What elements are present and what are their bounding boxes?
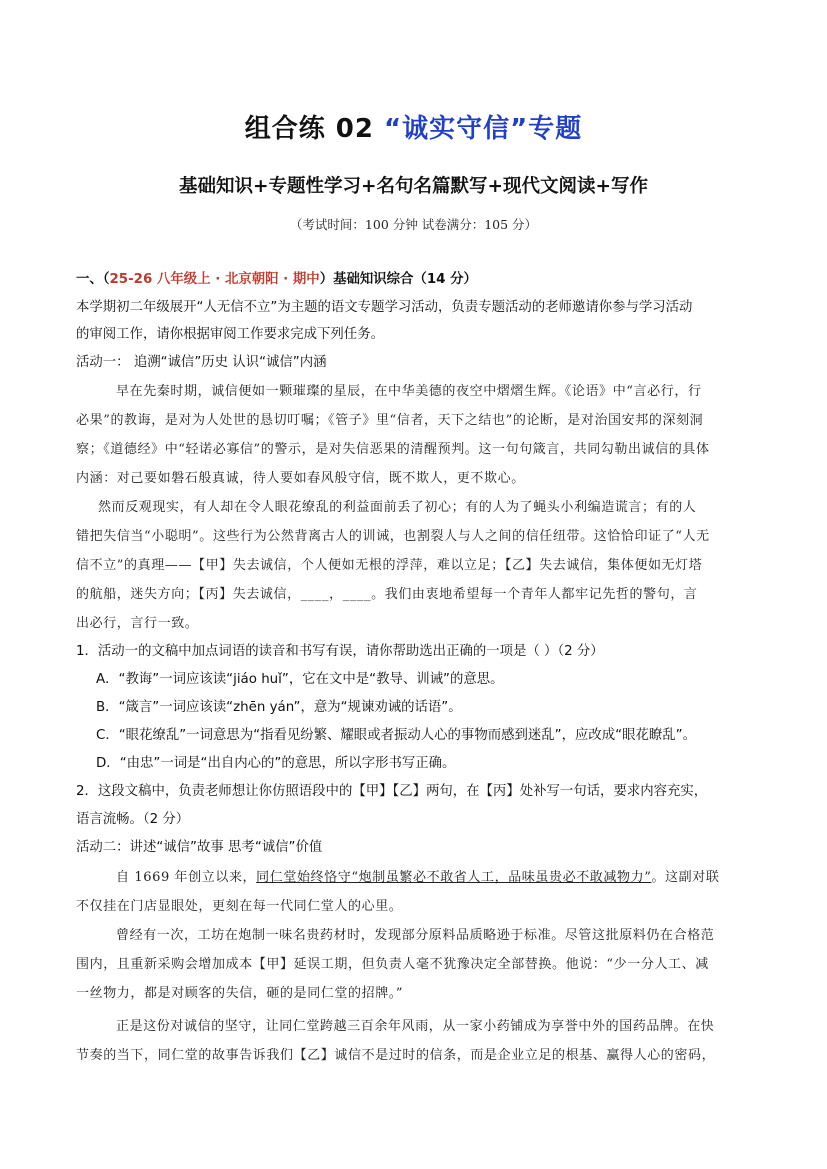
passage-line bbox=[76, 583, 756, 602]
passage-line: 信不立”的真理——【甲】失去诚信，个人便如无根的浮萍，难以立足；【乙】失去诚信，集体便如无灯塔 bbox=[76, 558, 703, 573]
option-b[interactable]: B．“箴言”一词应该读“zhēn yán”，意为“规谏劝诫的话语”。 bbox=[96, 700, 462, 715]
option-d[interactable]: D．“由忠”一词是“出自内心的”的意思，所以字形书写正确。 bbox=[96, 756, 456, 771]
page-subtitle: 基础知识+专题性学习+名句名篇默写+现代文阅读+写作 bbox=[178, 176, 648, 197]
section-suffix: ）基础知识综合（14 分） bbox=[319, 272, 477, 287]
exam-info: （考试时间：100 分钟 试卷满分：105 分） bbox=[289, 217, 538, 232]
underlined-couplet: 同仁堂始终恪守“炮制虽繁必不敢省人工，品味虽贵必不敢减物力” bbox=[256, 870, 652, 885]
option-a[interactable]: A．“教诲”一词应该读“jiáo huǐ”，它在文中是“教导、训诫”的意思。 bbox=[96, 672, 504, 687]
passage-line: 节奏的当下，同仁堂的故事告诉我们【乙】诚信不是过时的信条，而是企业立足的根基、赢得人心的密码， bbox=[76, 1048, 716, 1063]
passage-line: 正是这份对诚信的坚守，让同仁堂跨越三百余年风雨，从一家小药铺成为享誉中外的国药品牌。在快 bbox=[116, 1019, 715, 1034]
passage-text: ， bbox=[329, 587, 343, 602]
passage-text: 。这副对联 bbox=[651, 870, 720, 885]
fill-blank[interactable]: ____ bbox=[342, 587, 372, 602]
title-highlight: “诚实守信”专题 bbox=[384, 114, 583, 144]
passage-line: 错把失信当“小聪明”。这些行为公然背离古人的训诫，也割裂人与人之间的信任纽带。这恰恰印证了“人无 bbox=[76, 529, 710, 544]
passage-line: 内涵：对己要如磐石般真诚，待人要如春风般守信，既不欺人，更不欺心。 bbox=[76, 471, 525, 486]
section-prefix: 一、（ bbox=[76, 272, 110, 287]
activity1-title: 活动一： 追溯“诚信”历史 认识“诚信”内涵 bbox=[76, 355, 327, 370]
option-c[interactable]: C．“眼花缭乱”一词意思为“指看见纷繁、耀眼或者振动人心的事物而感到迷乱”，应改成“眼花瞭乱”。 bbox=[96, 728, 696, 743]
passage-line: 必果”的教诲，是对为人处世的恳切叮嘱；《管子》里“信者，天下之结也”的论断，是对治国安邦的深刻洞 bbox=[76, 413, 704, 428]
passage-text: 的航船，迷失方向；【丙】失去诚信， bbox=[76, 587, 301, 602]
question-2: 2．这段文稿中，负责老师想让你仿照语段中的【甲】【乙】两句，在【丙】处补写一句话，要求内容充实， bbox=[76, 784, 708, 799]
passage-line: 一丝物力，都是对顾客的失信，砸的是同仁堂的招牌。” bbox=[76, 986, 404, 1001]
passage-line: 不仅挂在门店显眼处，更刻在每一代同仁堂人的心里。 bbox=[76, 899, 403, 914]
passage-line: 出必行，言行一致。 bbox=[76, 616, 199, 631]
fill-blank[interactable]: ____ bbox=[300, 587, 330, 602]
page-title bbox=[0, 108, 827, 145]
section-source: 25-26 八年级上 · 北京朝阳 · 期中 bbox=[109, 272, 320, 287]
passage-line: 围内，且重新采购会增加成本【甲】延误工期，但负责人毫不犹豫决定全部替换。他说：“少一分人工、减 bbox=[76, 957, 709, 972]
passage-line: 早在先秦时期，诚信便如一颗璀璨的星辰，在中华美德的夜空中熠熠生辉。《论语》中“言必行，行 bbox=[116, 384, 702, 399]
title-prefix: 组合练 02 bbox=[244, 114, 385, 144]
question-2-cont: 语言流畅。（2 分） bbox=[76, 812, 190, 827]
intro-line: 本学期初二年级展开“人无信不立”为主题的语文专题学习活动，负责专题活动的老师邀请你参与学习活动 bbox=[76, 300, 693, 315]
intro-line: 的审阅工作，请你根据审阅工作要求完成下列任务。 bbox=[76, 327, 384, 342]
passage-text: 。我们由衷地希望每一个青年人都牢记先哲的警句，言 bbox=[371, 587, 698, 602]
passage-line: 察；《道德经》中“轻诺必寡信”的警示，是对失信恶果的清醒预判。这一句句箴言，共同勾勒出诚信的具体 bbox=[76, 442, 710, 457]
section-heading bbox=[76, 268, 756, 287]
question-1: 1．活动一的文稿中加点词语的读音和书写有误，请你帮助选出正确的一项是（ ）（2 分） bbox=[76, 644, 604, 659]
passage-line: 然而反观现实，有人却在令人眼花缭乱的利益面前丢了初心；有的人为了蝇头小利编造谎言；有的人 bbox=[98, 500, 697, 515]
passage-text: 自 1669 年创立以来， bbox=[116, 870, 257, 885]
passage-line: 曾经有一次，工坊在炮制一味名贵药材时，发现部分原料品质略逊于标准。尽管这批原料仍在合格范 bbox=[116, 928, 715, 943]
passage-line bbox=[76, 866, 796, 885]
activity2-title: 活动二：讲述“诚信”故事 思考“诚信”价值 bbox=[76, 840, 323, 855]
